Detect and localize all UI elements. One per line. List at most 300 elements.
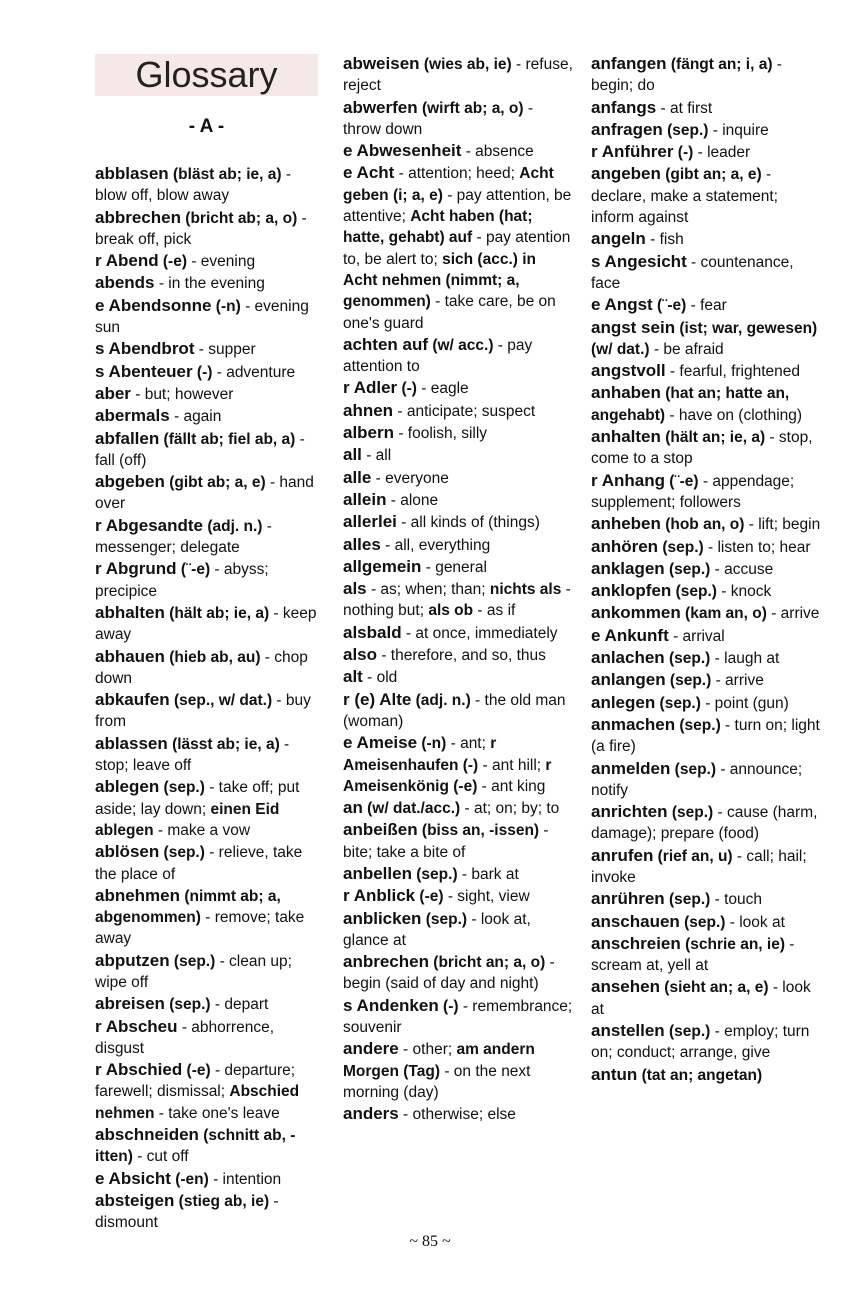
entry-headword: e Abwesenheit [343,141,462,161]
entry-definition: - relieve, take the place of [95,844,303,883]
glossary-entry [343,578,573,622]
entry-definition: - begin (said of day and night) [343,954,555,993]
entry-headword: abschneiden [95,1125,199,1145]
entry-definition: - bark at [457,865,519,883]
entry-headword: anklagen [591,558,665,578]
glossary-entry [95,602,323,646]
entry-headword: ahnen [343,400,394,420]
entry-definition: - at; on; by; to [460,800,560,818]
glossary-entry [591,536,821,558]
entry-grammar: (sep.) [664,650,711,668]
entry-headword: absteigen [95,1190,175,1210]
glossary-entry [591,1064,821,1086]
entry-headword: anschreien [591,933,681,953]
entry-headword: ablösen [95,842,160,862]
entry-definition: - ant hill; [478,756,546,774]
entry-definition: - clean up; wipe off [95,952,292,991]
entry-grammar: (¨-e) [176,561,211,579]
entry-definition: - break off, pick [95,209,307,248]
entry-grammar: (¨-e) [664,472,699,490]
glossary-entry [591,647,821,669]
entry-headword: r Anhang [591,470,665,490]
entry-definition: - look at [725,913,785,931]
entry-definition: - stop; leave off [95,735,290,775]
entry-definition: - the old man (woman) [343,691,566,730]
glossary-entry [343,995,573,1039]
glossary-entry [591,1020,821,1064]
entry-grammar: (adj. n.) [411,691,471,709]
entry-headword: abweisen [343,54,420,73]
glossary-entry [343,334,573,378]
glossary-entry [591,758,821,802]
entry-headword: anstellen [591,1021,665,1041]
glossary-entry [343,140,573,162]
entry-definition: - all kinds of (things) [396,514,540,532]
glossary-entry [591,470,821,514]
glossary-column-3 [591,53,821,1086]
glossary-entry [95,776,323,841]
entry-grammar: (hieb ab, au) [164,648,261,666]
entry-definition: - take off; put aside; lay down; [95,779,300,818]
entry-definition: - foolish, silly [394,425,488,443]
entry-definition: - as if [473,602,516,620]
glossary-entry [95,383,323,405]
entry-definition: - pay attention to [343,336,533,376]
glossary-entry [95,405,323,427]
entry-definition: - therefore, and so, thus [377,647,546,665]
entry-grammar: am andern Morgen (Tag) [343,1041,535,1080]
entry-headword: r Adler [343,378,398,398]
entry-grammar: (fängt an; i, a) [666,56,773,73]
entry-grammar: (hob an, o) [660,516,745,534]
entry-definition: - attention; heed; [394,165,520,183]
glossary-entry [95,515,323,559]
entry-definition: - fear [686,297,727,315]
entry-grammar: (-en) [170,1170,209,1188]
glossary-entry [95,250,323,272]
entry-grammar: (sep.) [662,121,709,139]
glossary-entry [95,1168,323,1190]
entry-grammar: als ob [428,602,474,620]
glossary-entry [591,976,821,1020]
entry-headword: r Abend [95,251,159,271]
glossary-entry [343,819,573,863]
entry-definition: - refuse, reject [343,56,573,95]
entry-grammar: (hält ab; ie, a) [164,604,270,622]
glossary-entry [591,558,821,580]
entry-grammar: (bläst ab; ie, a) [168,166,282,183]
entry-definition: - in the evening [154,275,265,293]
entry-grammar: (w/ dat./acc.) [362,800,461,818]
entry-grammar: (rief an, u) [653,847,733,865]
glossary-entry [591,360,821,382]
entry-headword: e Angst [591,295,653,315]
entry-grammar: (wies ab, ie) [419,56,512,73]
entry-grammar: (-e) [182,1062,211,1080]
entry-definition: - intention [208,1170,282,1188]
entry-grammar: (sep.) [164,996,211,1014]
glossary-entry [343,53,573,97]
entry-headword: anrühren [591,889,665,909]
glossary-entry [343,511,573,533]
entry-grammar: (sep.) [411,865,458,883]
entry-grammar: (schrie an, ie) [680,935,785,953]
entry-definition: - all, everything [380,536,491,554]
glossary-entry [343,885,573,907]
glossary-entry [95,163,323,207]
entry-headword: abkaufen [95,690,170,710]
entry-grammar: (-) [192,363,213,381]
entry-definition: - everyone [371,469,449,487]
glossary-entry [591,163,821,228]
entry-grammar: (sep.) [664,891,711,909]
glossary-entry [95,558,323,602]
entry-definition: - abhorrence, disgust [95,1018,275,1057]
entry-definition: - pay atention to, be alert to; [343,229,571,268]
glossary-entry [95,646,323,690]
entry-definition: - absence [461,143,534,161]
entry-grammar: (-e) [415,888,444,906]
glossary-entry [95,1016,323,1060]
entry-headword: anhaben [591,383,661,403]
entry-headword: anrichten [591,802,668,822]
entry-headword: angeben [591,164,661,184]
entry-definition: - make a vow [153,821,251,839]
glossary-entry [343,1038,573,1103]
entry-headword: anschauen [591,911,680,931]
entry-definition: - other; [398,1041,457,1059]
entry-headword: e Ankunft [591,625,669,645]
entry-headword: abgeben [95,472,165,492]
entry-grammar: (sep.) [655,694,701,712]
glossary-entry [95,841,323,885]
entry-definition: - alone [386,491,439,509]
glossary-entry [343,666,573,688]
entry-definition: - fish [645,231,684,249]
entry-headword: achten auf [343,334,429,354]
entry-grammar: Abschied nehmen [95,1083,300,1122]
entry-grammar: (-) [673,144,694,162]
entry-headword: alles [343,534,381,554]
entry-grammar: nichts als [489,581,562,599]
entry-definition: - ant; [446,735,491,753]
glossary-entry [591,426,821,470]
entry-definition: - buy from [95,692,311,731]
glossary-entry [95,471,323,515]
glossary-column-1 [95,163,323,1234]
entry-definition: - cause (harm, damage); prepare (food) [591,804,818,843]
entry-definition: - turn on; light (a fire) [591,716,820,756]
glossary-entry [591,845,821,889]
glossary-entry [591,801,821,845]
entry-definition: - hand over [95,474,314,513]
entry-headword: anhören [591,536,659,556]
entry-grammar: (ist; war, gewesen) (w/ dat.) [591,319,818,358]
entry-headword: anlangen [591,670,666,690]
glossary-entry [591,580,821,602]
entry-definition: - abyss; precipice [95,561,269,600]
entry-definition: - eagle [416,380,469,398]
entry-definition: - keep away [95,604,317,644]
glossary-entry [591,911,821,933]
entry-grammar: (sep.) [679,913,726,931]
entry-definition: - cut off [132,1148,189,1166]
glossary-entry [591,294,821,316]
glossary-entry [591,625,821,647]
entry-grammar: (-n) [417,735,447,753]
entry-definition: - anticipate; suspect [393,402,536,420]
page-title: Glossary [95,54,318,96]
entry-definition: - all [361,447,392,465]
entry-headword: ablegen [95,777,160,797]
entry-grammar: (w/ acc.) [428,336,494,354]
entry-grammar: (sep.) [667,804,714,822]
glossary-entry [591,228,821,250]
entry-headword: e Abendsonne [95,295,212,315]
entry-headword: allein [343,489,387,509]
entry-headword: e Acht [343,163,395,183]
entry-headword: anfangen [591,54,667,73]
glossary-entry [343,732,573,797]
entry-headword: e Absicht [95,1168,171,1188]
entry-definition: - general [421,558,487,576]
entry-grammar: (wirft ab; a, o) [417,99,524,117]
entry-headword: anfragen [591,119,663,139]
entry-definition: - old [362,669,398,687]
glossary-entry [95,885,323,950]
entry-grammar: (hält an; ie, a) [660,429,766,447]
glossary-entry [95,950,323,994]
entry-definition: - throw down [343,99,534,138]
entry-grammar: (lässt ab; ie, a) [167,735,280,753]
entry-definition: - announce; notify [591,760,803,799]
entry-headword: abnehmen [95,885,181,905]
entry-grammar: (schnitt ab, -itten) [95,1127,296,1166]
entry-definition: - again [169,408,222,426]
entry-definition: - have on (clothing) [665,406,803,424]
entry-headword: s Angesicht [591,251,687,271]
entry-definition: - pay attention, be attentive; [343,186,572,226]
entry-headword: anders [343,1104,399,1124]
entry-grammar: (¨-e) [652,297,687,315]
entry-headword: antun [591,1064,638,1084]
entry-definition: - accuse [710,560,774,578]
entry-definition: - ant king [477,777,546,795]
entry-headword: abputzen [95,950,170,970]
glossary-entry [95,207,323,251]
entry-headword: anhalten [591,427,661,447]
entry-grammar: (kam an, o) [680,605,767,623]
entry-definition: - blow off, blow away [95,166,292,205]
entry-definition: - declare, make a statement; inform against [591,166,778,227]
entry-headword: abermals [95,406,170,426]
entry-headword: abblasen [95,164,169,183]
entry-headword: aber [95,383,131,403]
entry-headword: anbrechen [343,952,429,972]
entry-definition: - touch [710,891,763,909]
glossary-entry [343,377,573,399]
entry-headword: anlachen [591,648,665,668]
entry-headword: anfangs [591,97,657,117]
glossary-entry [591,933,821,977]
glossary-entry [343,863,573,885]
entry-headword: anlegen [591,692,656,712]
entry-definition: - point (gun) [700,694,789,712]
glossary-entry [95,1124,323,1168]
entry-definition: - fearful, frightened [665,363,801,381]
entry-headword: r Anblick [343,886,416,906]
entry-definition: - look at [591,979,811,1018]
entry-headword: abwerfen [343,97,418,117]
glossary-entry [591,382,821,426]
entry-definition: - leader [693,144,751,162]
entry-headword: anbellen [343,863,412,883]
glossary-entry [343,162,573,333]
entry-definition: - remembrance; souvenir [343,997,573,1037]
glossary-entry [343,489,573,511]
entry-headword: angeln [591,229,646,249]
entry-headword: s Abenteuer [95,361,193,381]
glossary-entry [591,251,821,295]
entry-definition: - at first [656,99,713,117]
entry-grammar: (fällt ab; fiel ab, a) [159,430,296,448]
entry-grammar: (-e) [158,253,188,271]
entry-headword: abhalten [95,602,165,622]
entry-grammar: (-) [438,997,459,1015]
entry-headword: albern [343,423,395,443]
glossary-entry [591,692,821,714]
entry-definition: - fall (off) [95,430,305,469]
glossary-entry [343,689,573,733]
entry-headword: allerlei [343,512,397,532]
entry-grammar: Acht geben (i; a, e) [343,165,554,204]
entry-definition: - but; however [130,385,234,403]
entry-headword: an [343,798,363,818]
glossary-entry [95,993,323,1015]
glossary-entry [591,513,821,535]
entry-definition: - laugh at [710,650,780,668]
glossary-entry [591,97,821,119]
glossary-entry [591,317,821,361]
entry-grammar: (sep.) [675,716,721,734]
entry-headword: r Abgrund [95,559,177,579]
entry-grammar: (gibt an; a, e) [660,166,762,184]
glossary-entry [591,888,821,910]
entry-definition: - begin; do [591,56,782,95]
entry-grammar: (sep.) [169,952,216,970]
entry-headword: anklopfen [591,581,672,601]
entry-grammar: (sep.) [159,844,205,862]
entry-definition: - messenger; delegate [95,517,272,557]
entry-definition: - call; hail; invoke [591,847,807,886]
entry-headword: andere [343,1039,399,1059]
entry-headword: anmachen [591,714,676,734]
entry-definition: - arrive [766,605,820,623]
section-letter: - A - [188,116,225,137]
glossary-entry [343,422,573,444]
entry-grammar: (sep.) [421,910,468,928]
entry-definition: - departure; farewell; dismissal; [95,1062,296,1101]
glossary-entry [591,669,821,691]
entry-definition: - adventure [212,363,296,381]
glossary-entry [343,467,573,489]
entry-headword: ablassen [95,733,168,753]
glossary-entry [343,534,573,556]
entry-definition: - evening [187,253,256,271]
entry-headword: all [343,445,362,465]
glossary-entry [95,1059,323,1124]
entry-definition: - dismount [95,1192,279,1232]
entry-grammar: (sep.) [664,560,711,578]
entry-headword: angst sein [591,317,676,337]
entry-definition: - supper [194,341,256,359]
entry-definition: - take care, be on one's guard [343,293,556,332]
entry-headword: anmelden [591,758,671,778]
entry-grammar: (sep.) [658,538,704,556]
entry-headword: ansehen [591,977,660,997]
entry-grammar: (sieht an; a, e) [659,979,769,997]
glossary-column-2 [343,53,573,1126]
glossary-entry [591,714,821,758]
entry-grammar: (-n) [211,297,241,315]
entry-headword: allgemein [343,556,422,576]
entry-grammar: (sep.) [664,1023,711,1041]
entry-headword: abbrechen [95,207,181,227]
entry-grammar: sich (acc.) in Acht nehmen (nimmt; a, genommen) [343,250,536,311]
entry-definition: - nothing but; [343,581,571,620]
glossary-entry [591,602,821,624]
glossary-entry [95,428,323,472]
entry-grammar: (sep., w/ dat.) [169,692,273,710]
entry-headword: anheben [591,514,661,534]
entry-headword: abhauen [95,646,165,666]
entry-headword: alt [343,667,363,687]
entry-definition: - take one's leave [154,1104,280,1122]
entry-headword: s Abendbrot [95,339,195,359]
entry-definition: - arrive [711,672,764,690]
entry-headword: alsbald [343,622,402,642]
entry-grammar: (tat an; angetan) [637,1066,763,1084]
glossary-entry [95,272,323,294]
entry-definition: - inquire [708,121,769,139]
entry-definition: - scream at, yell at [591,935,795,975]
entry-definition: - on the next morning (day) [343,1062,531,1101]
entry-grammar: (nimmt ab; a, abgenommen) [95,887,281,927]
entry-headword: s Andenken [343,995,439,1015]
entry-definition: - sight, view [443,888,530,906]
glossary-entry [343,951,573,995]
entry-grammar: einen Eid ablegen [95,800,280,839]
entry-definition: - remove; take away [95,909,305,948]
entry-definition: - at once, immediately [401,624,558,642]
entry-headword: angstvoll [591,361,666,381]
glossary-entry [343,1103,573,1125]
glossary-entry [343,400,573,422]
glossary-entry [343,644,573,666]
entry-definition: - arrival [668,627,725,645]
entry-headword: e Ameise [343,733,418,753]
entry-headword: alle [343,467,372,487]
entry-grammar: (stieg ab, ie) [174,1192,270,1210]
entry-headword: r Anführer [591,142,674,162]
glossary-entry [343,797,573,819]
entry-grammar: (bricht ab; a, o) [180,209,298,227]
entry-definition: - evening sun [95,297,309,337]
entry-definition: - bite; take a bite of [343,822,549,861]
entry-grammar: r Ameisenkönig (-e) [343,756,552,795]
entry-definition: - employ; turn on; conduct; arrange, give [591,1023,810,1062]
entry-headword: r Abscheu [95,1016,178,1036]
